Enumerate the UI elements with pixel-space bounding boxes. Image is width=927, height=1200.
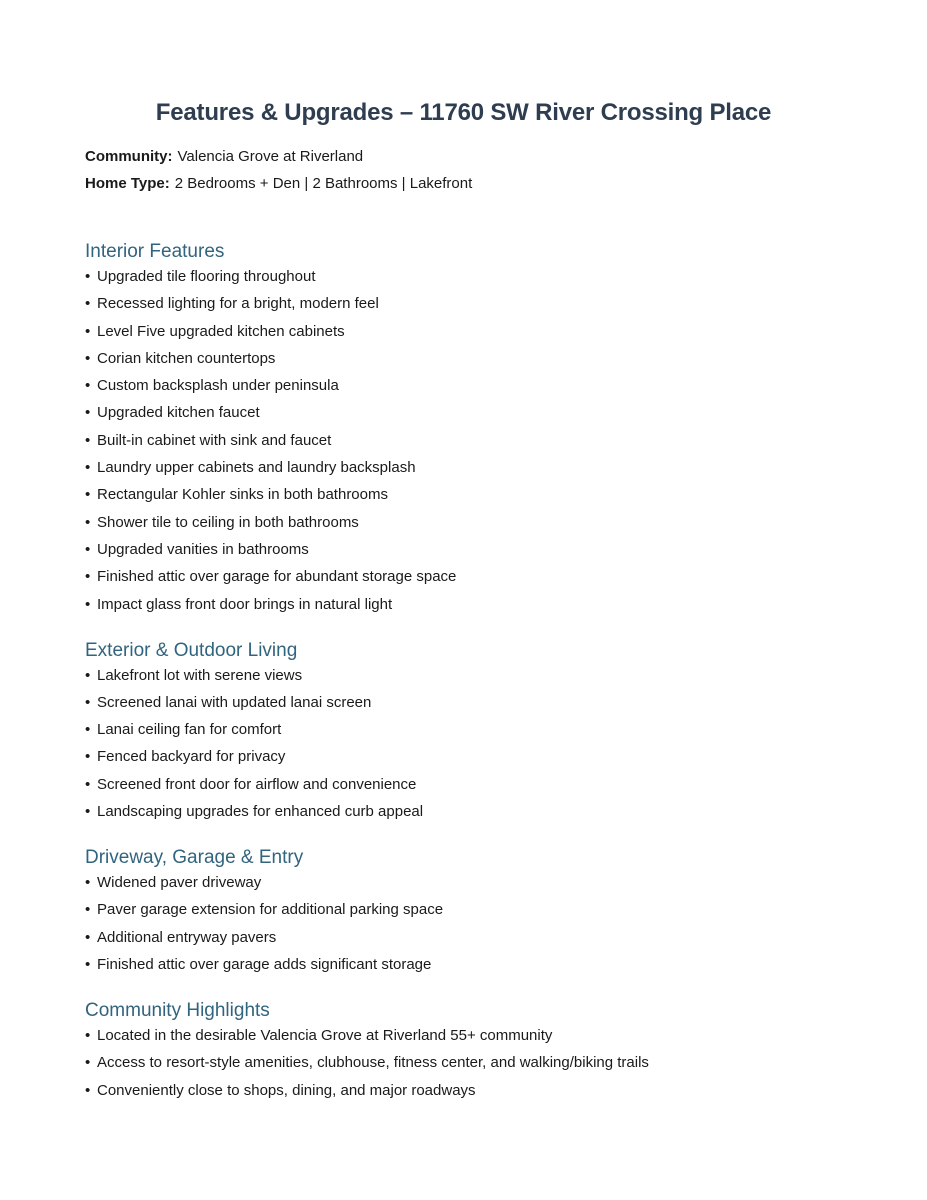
feature-section	[85, 845, 842, 975]
bullet-marker: •	[85, 1081, 91, 1099]
feature-item-text: Located in the desirable Valencia Grove at Riverland 55+ community	[97, 1026, 553, 1044]
feature-item-text: Recessed lighting for a bright, modern feel	[97, 295, 379, 313]
feature-item-text: Shower tile to ceiling in both bathrooms	[97, 513, 359, 531]
bullet-marker: •	[85, 431, 91, 449]
feature-item	[85, 1053, 842, 1073]
sections-container	[85, 239, 842, 1101]
feature-item	[85, 666, 842, 686]
feature-item	[85, 513, 842, 533]
bullet-marker: •	[85, 1026, 91, 1044]
bullet-marker: •	[85, 595, 91, 613]
feature-item-text: Lanai ceiling fan for comfort	[97, 721, 282, 739]
bullet-marker: •	[85, 775, 91, 793]
page-title: Features & Upgrades – 11760 SW River Crossing Place	[155, 99, 772, 126]
bullet-marker: •	[85, 748, 91, 766]
feature-section	[85, 239, 842, 615]
community-label: Community:	[85, 148, 173, 165]
bullet-marker: •	[85, 377, 91, 395]
feature-item-text: Rectangular Kohler sinks in both bathrooms	[97, 486, 388, 504]
feature-item-text: Access to resort-style amenities, clubhouse, fitness center, and walking/biking trails	[97, 1054, 649, 1072]
bullet-marker: •	[85, 955, 91, 973]
feature-item	[85, 595, 842, 615]
feature-item	[85, 873, 842, 893]
bullet-marker: •	[85, 803, 91, 821]
meta-line-home-type	[85, 170, 842, 197]
feature-item-text: Custom backsplash under peninsula	[97, 377, 339, 395]
meta-line-community	[85, 143, 842, 170]
bullet-marker: •	[85, 874, 91, 892]
bullet-marker: •	[85, 540, 91, 558]
home-type-value: 2 Bedrooms + Den | 2 Bathrooms | Lakefront	[174, 175, 473, 192]
feature-item	[85, 567, 842, 587]
feature-item	[85, 693, 842, 713]
home-type-label: Home Type:	[85, 175, 170, 192]
feature-item	[85, 485, 842, 505]
feature-item-text: Impact glass front door brings in natural light	[97, 595, 393, 613]
feature-item	[85, 294, 842, 314]
feature-item-text: Screened front door for airflow and convenience	[97, 775, 417, 793]
bullet-marker: •	[85, 322, 91, 340]
bullet-marker: •	[85, 459, 91, 477]
feature-item	[85, 1081, 842, 1101]
feature-item	[85, 349, 842, 369]
feature-item	[85, 900, 842, 920]
feature-item-text: Lakefront lot with serene views	[97, 666, 303, 684]
feature-item	[85, 431, 842, 451]
feature-item	[85, 802, 842, 822]
bullet-marker: •	[85, 513, 91, 531]
bullet-marker: •	[85, 693, 91, 711]
feature-item-text: Widened paver driveway	[97, 874, 262, 892]
section-heading: Exterior & Outdoor Living	[85, 639, 298, 661]
bullet-marker: •	[85, 1054, 91, 1072]
section-heading: Community Highlights	[85, 999, 270, 1021]
feature-section	[85, 998, 842, 1101]
feature-item-text: Landscaping upgrades for enhanced curb appeal	[97, 803, 424, 821]
feature-item-text: Additional entryway pavers	[97, 928, 277, 946]
section-heading: Interior Features	[85, 241, 225, 262]
feature-item-text: Built-in cabinet with sink and faucet	[97, 431, 332, 449]
community-value: Valencia Grove at Riverland	[177, 148, 364, 165]
feature-item-text: Finished attic over garage adds significant storage	[97, 955, 432, 973]
bullet-marker: •	[85, 486, 91, 504]
bullet-marker: •	[85, 666, 91, 684]
feature-item-text: Corian kitchen countertops	[97, 349, 276, 367]
bullet-marker: •	[85, 568, 91, 586]
bullet-marker: •	[85, 295, 91, 313]
feature-item-text: Level Five upgraded kitchen cabinets	[97, 322, 345, 340]
feature-item	[85, 458, 842, 478]
feature-item-text: Upgraded kitchen faucet	[97, 404, 260, 422]
feature-item	[85, 747, 842, 767]
bullet-marker: •	[85, 349, 91, 367]
bullet-marker: •	[85, 901, 91, 919]
feature-item	[85, 322, 842, 342]
feature-item-text: Upgraded vanities in bathrooms	[97, 540, 309, 558]
bullet-marker: •	[85, 404, 91, 422]
feature-item	[85, 267, 842, 287]
feature-item	[85, 775, 842, 795]
bullet-marker: •	[85, 928, 91, 946]
feature-item	[85, 928, 842, 948]
feature-item-text: Paver garage extension for additional parking space	[97, 901, 444, 919]
feature-item	[85, 403, 842, 423]
section-heading: Driveway, Garage & Entry	[85, 847, 304, 869]
feature-item-text: Screened lanai with updated lanai screen	[97, 693, 372, 711]
meta-block	[85, 143, 842, 197]
feature-item-text: Laundry upper cabinets and laundry backsplash	[97, 459, 416, 477]
feature-item	[85, 720, 842, 740]
feature-section	[85, 638, 842, 822]
feature-item	[85, 540, 842, 560]
bullet-marker: •	[85, 268, 91, 285]
feature-item	[85, 1026, 842, 1046]
feature-item-text: Conveniently close to shops, dining, and major roadways	[97, 1081, 476, 1099]
feature-item	[85, 955, 842, 975]
bullet-marker: •	[85, 721, 91, 739]
feature-item-text: Fenced backyard for privacy	[97, 748, 286, 766]
feature-item	[85, 376, 842, 396]
feature-item-text: Finished attic over garage for abundant storage space	[97, 568, 457, 586]
feature-item-text: Upgraded tile flooring throughout	[97, 268, 316, 285]
